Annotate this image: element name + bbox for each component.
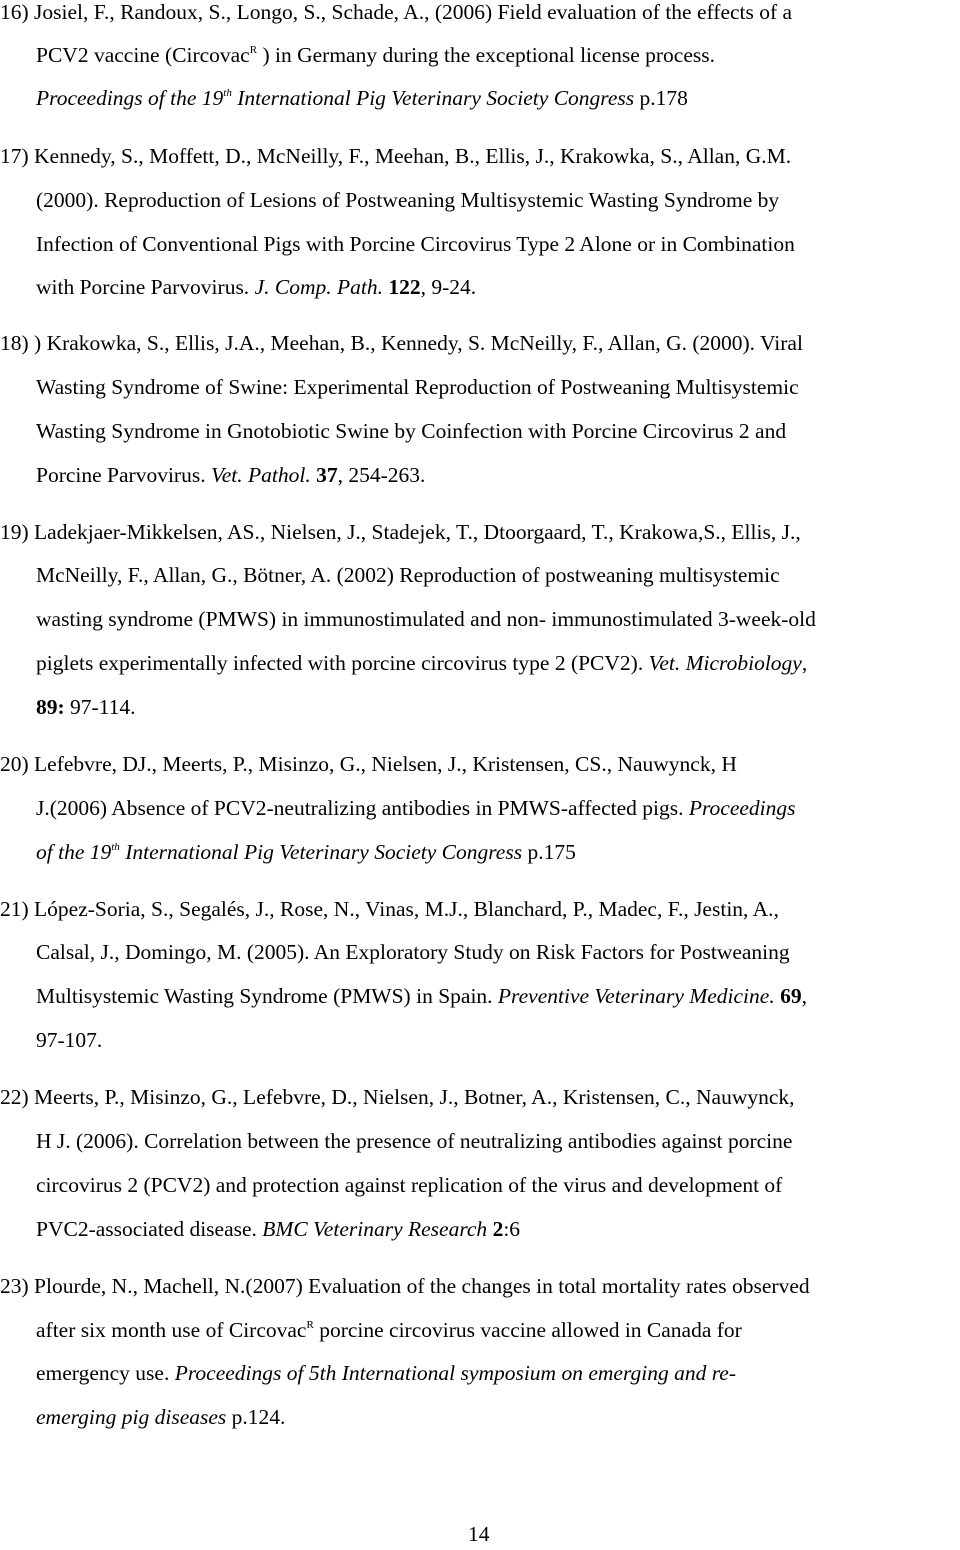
volume: 69 [774,984,802,1008]
volume: 2 [487,1217,504,1241]
ref-line: 17) Kennedy, S., Moffett, D., McNeilly, F., Meehan, B., Ellis, J., Krakowka, S., Allan, G.M. [0,144,792,168]
ref-line: 22) Meerts, P., Misinzo, G., Lefebvre, D., Nielsen, J., Botner, A., Kristensen, C., Nauwynck, [0,1085,795,1109]
journal-title: Vet. Pathol. [210,463,311,487]
ref-line: with Porcine Parvovirus. J. Comp. Path. 122, 9-24. [36,275,477,299]
ref-line: Wasting Syndrome in Gnotobiotic Swine by Coinfection with Porcine Circovirus 2 and [36,419,787,443]
ref-line: 21) López-Soria, S., Segalés, J., Rose, N., Vinas, M.J., Blanchard, P., Madec, F., Jestin, A., [0,897,779,921]
ref-line: Calsal, J., Domingo, M. (2005). An Exploratory Study on Risk Factors for Postweaning [36,940,790,964]
journal-title: Preventive Veterinary Medicine. [497,984,775,1008]
ref-line: PCV2 vaccine (Circovac$^R$ ) in Germany during the exceptional license process. [36,43,715,67]
ref-line: Proceedings of the 19th International Pig Veterinary Society Congress p.178 [36,86,688,110]
ref-line: emergency use. Proceedings of 5th International symposium on emerging and re- [36,1361,737,1385]
ref-line: circovirus 2 (PCV2) and protection against replication of the virus and development of [36,1173,783,1197]
ref-line: Infection of Conventional Pigs with Porcine Circovirus Type 2 Alone or in Combination [36,232,795,256]
journal-title: J. Comp. Path. [254,275,383,299]
ref-line: piglets experimentally infected with porcine circovirus type 2 (PCV2). Vet. Microbiology, [36,651,808,675]
ref-line: (2000). Reproduction of Lesions of Postweaning Multisystemic Wasting Syndrome by [36,188,780,212]
journal-title: Vet. Microbiology [648,651,802,675]
ref-line: Porcine Parvovirus. Vet. Pathol. 37, 254-263. [36,463,426,487]
ref-line: J.(2006) Absence of PCV2-neutralizing antibodies in PMWS-affected pigs. Proceedings [36,796,796,820]
ref-line: 89: 97-114. [36,695,136,719]
journal-title: BMC Veterinary Research [262,1217,488,1241]
ref-line: 97-107. [36,1028,103,1052]
registered-superscript: R [249,44,258,56]
ref-line: 23) Plourde, N., Machell, N.(2007) Evaluation of the changes in total mortality rates observed [0,1274,810,1298]
volume: 122 [382,275,421,299]
ref-line: PVC2-associated disease. BMC Veterinary Research 2:6 [36,1217,521,1241]
ref-line: of the 19th International Pig Veterinary Society Congress p.175 [36,840,576,864]
ref-line: Wasting Syndrome of Swine: Experimental Reproduction of Postweaning Multisystemic [36,375,799,399]
ref-line: wasting syndrome (PMWS) in immunostimulated and non- immunostimulated 3-week-old [36,607,816,631]
ref-line: H J. (2006). Correlation between the presence of neutralizing antibodies against porcine [36,1129,793,1153]
ref-line: McNeilly, F., Allan, G., Bötner, A. (2002) Reproduction of postweaning multisystemic [36,563,780,587]
ref-line: 16) Josiel, F., Randoux, S., Longo, S., Schade, A., (2006) Field evaluation of the effects of a [0,0,793,24]
ref-line: emerging pig diseases p.124. [36,1405,286,1429]
page-number: 14 [468,1522,490,1546]
ref-line: after six month use of Circovac$^R$ porcine circovirus vaccine allowed in Canada for [36,1318,742,1342]
registered-superscript: R [306,1319,314,1331]
volume: 89: [36,695,65,719]
ref-line: Multisystemic Wasting Syndrome (PMWS) in Spain. Preventive Veterinary Medicine. 69, [36,984,807,1008]
journal-title: Proceedings [688,796,796,820]
journal-title: Proceedings of 5th International symposium on emerging and re- [174,1361,737,1385]
journal-title: Proceedings of the 19 [36,86,224,110]
volume: 37 [310,463,338,487]
ref-line: 19) Ladekjaer-Mikkelsen, AS., Nielsen, J., Stadejek, T., Dtoorgaard, T., Krakowa,S., Ellis, J., [0,520,801,544]
ref-line: 20) Lefebvre, DJ., Meerts, P., Misinzo, G., Nielsen, J., Kristensen, CS., Nauwynck, H [0,752,737,776]
ref-line: 18) ) Krakowka, S., Ellis, J.A., Meehan, B., Kennedy, S. McNeilly, F., Allan, G. (2000). Viral [0,331,803,355]
